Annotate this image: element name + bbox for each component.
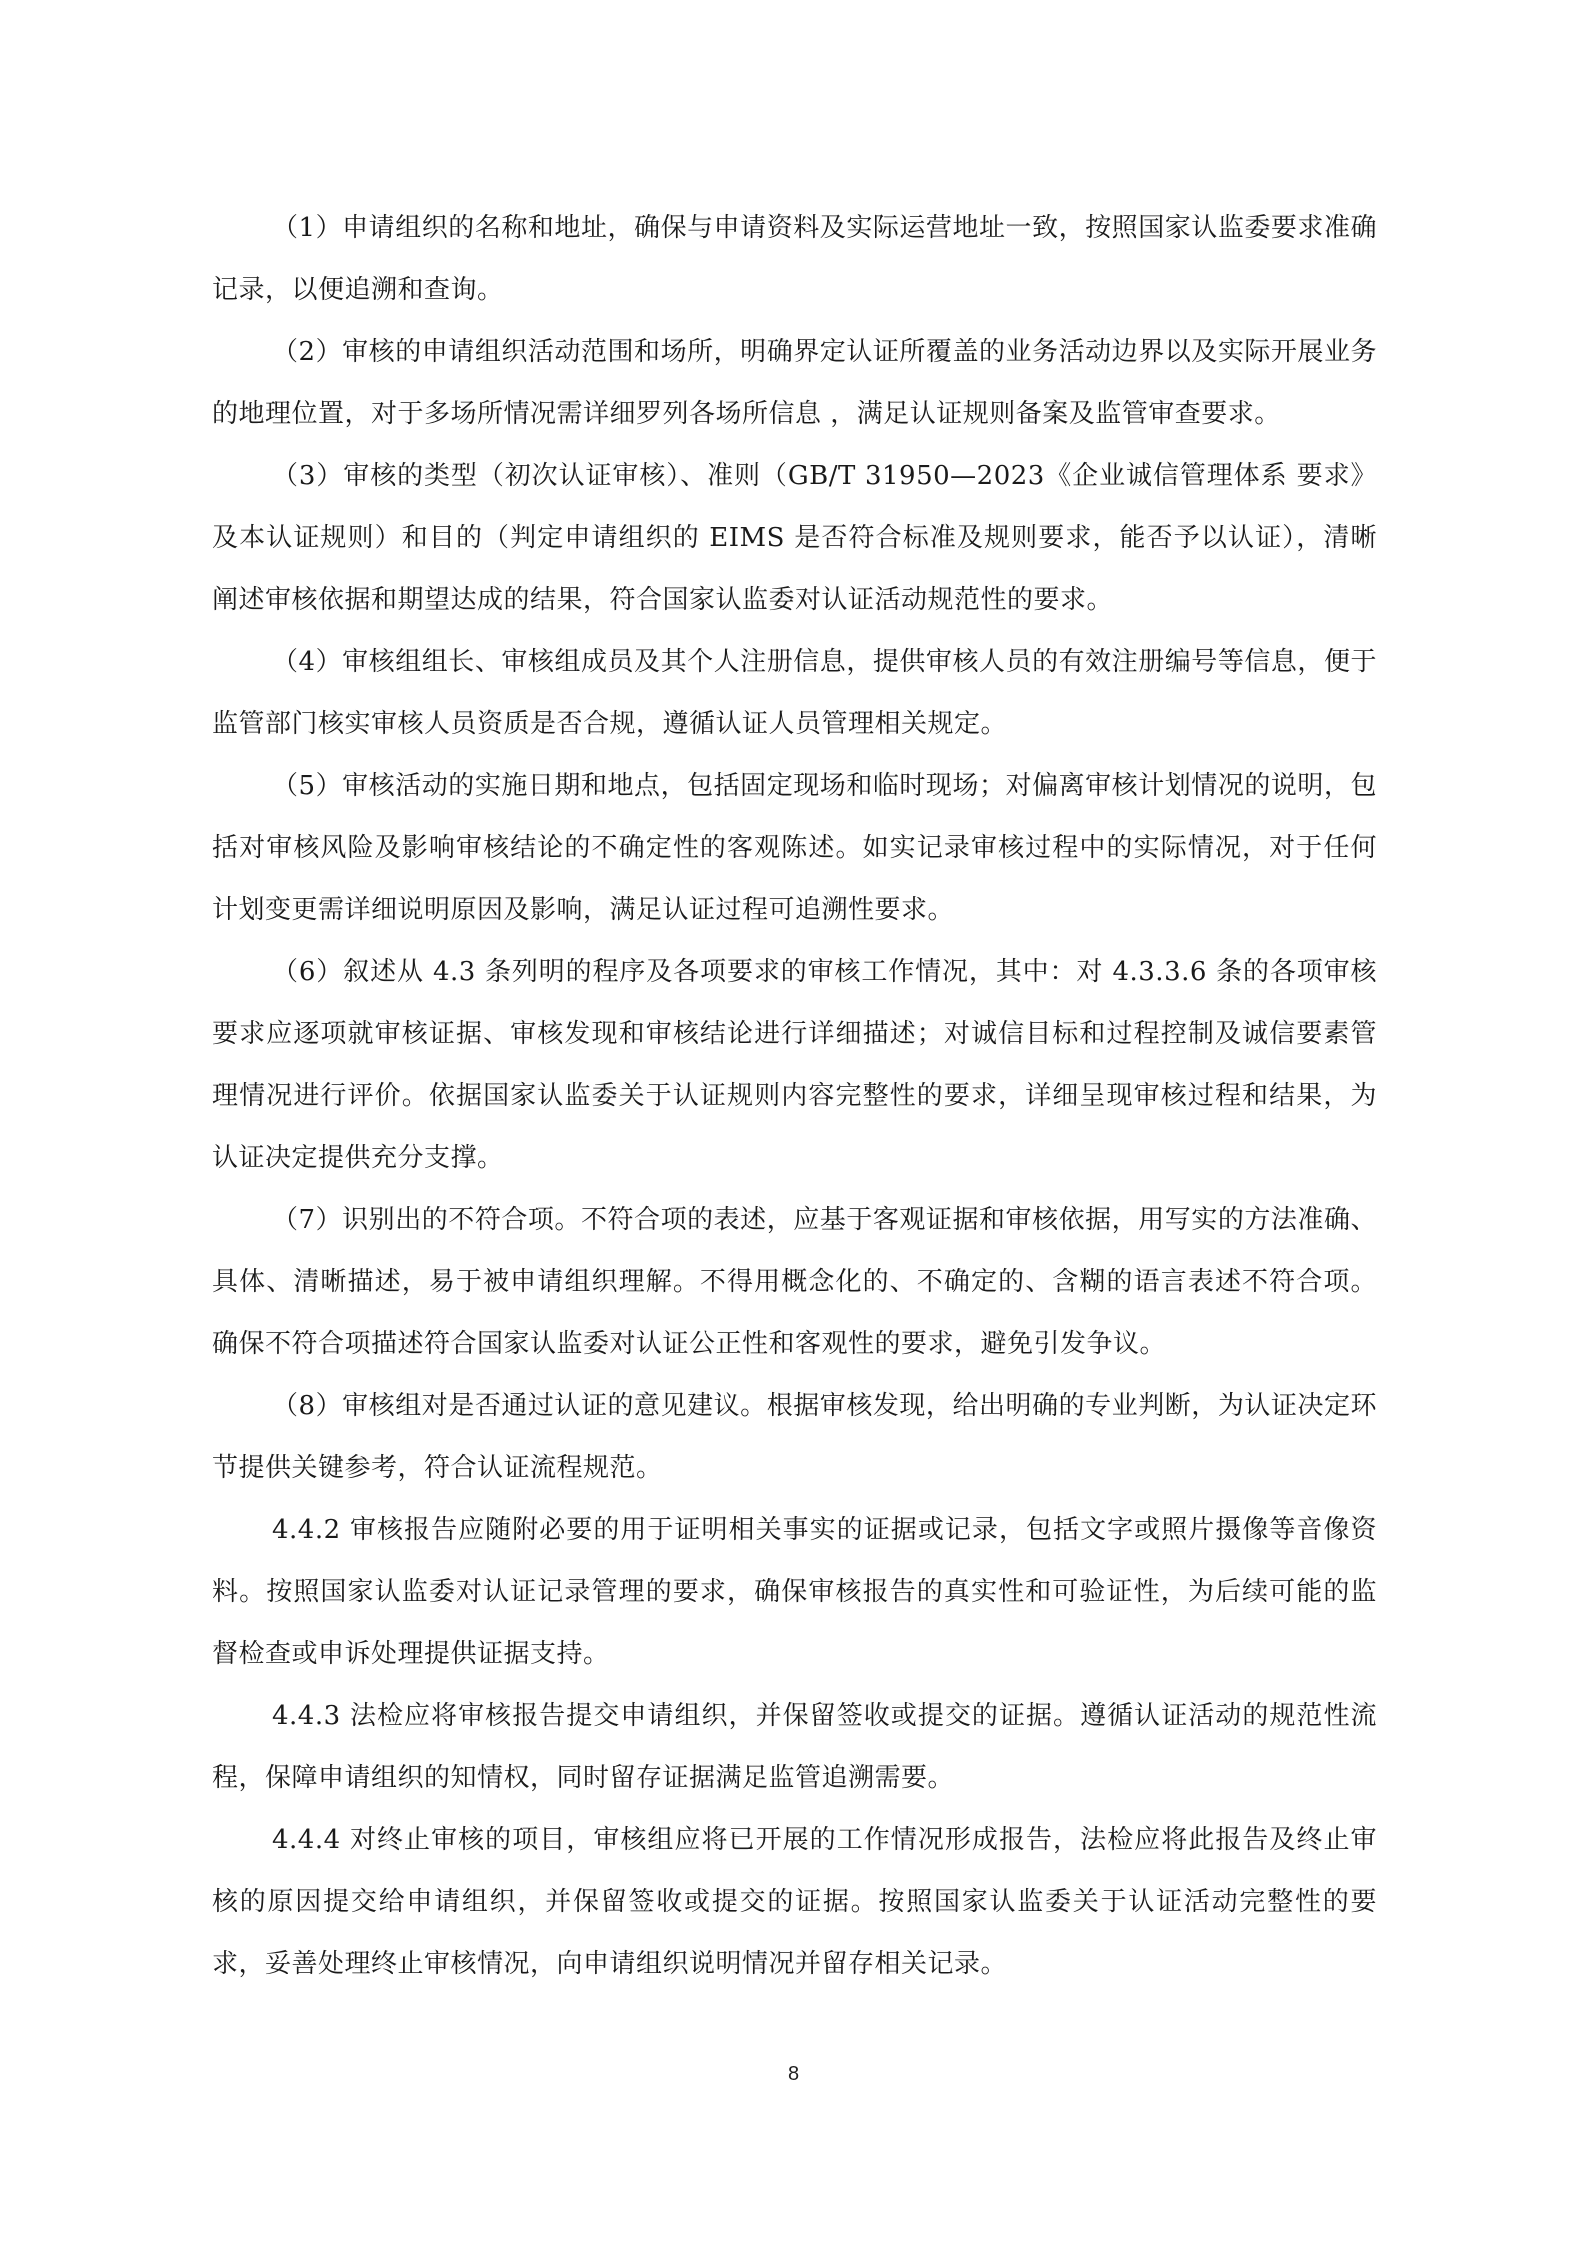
paragraph-1: （1）申请组织的名称和地址，确保与申请资料及实际运营地址一致，按照国家认监委要求准确记录，以便追溯和查询。 bbox=[212, 213, 1377, 305]
paragraph-6: （6）叙述从 4.3 条列明的程序及各项要求的审核工作情况，其中：对 4.3.3.6 条的各项审核要求应逐项就审核证据、审核发现和审核结论进行详细描述；对诚信目标和过程控制及诚信要素管理情况进行评价。依据国家认监委关于认证规则内容完整性的要求，详细呈现审核过程和结果，为认证决定提供充分支撑。 bbox=[212, 957, 1377, 1173]
paragraph-4-4-2: 4.4.2 审核报告应随附必要的用于证明相关事实的证据或记录，包括文字或照片摄像等音像资料。按照国家认监委对认证记录管理的要求，确保审核报告的真实性和可验证性，为后续可能的监督检查或申诉处理提供证据支持。 bbox=[212, 1515, 1377, 1669]
paragraph-2: （2）审核的申请组织活动范围和场所，明确界定认证所覆盖的业务活动边界以及实际开展业务的地理位置，对于多场所情况需详细罗列各场所信息 ，满足认证规则备案及监管审查要求。 bbox=[212, 337, 1377, 429]
paragraph-4-4-4: 4.4.4 对终止审核的项目，审核组应将已开展的工作情况形成报告，法检应将此报告及终止审核的原因提交给申请组织，并保留签收或提交的证据。按照国家认监委关于认证活动完整性的要求，妥善处理终止审核情况，向申请组织说明情况并留存相关记录。 bbox=[212, 1825, 1377, 1979]
paragraph-7: （7）识别出的不符合项。不符合项的表述，应基于客观证据和审核依据，用写实的方法准确、具体、清晰描述，易于被申请组织理解。不得用概念化的、不确定的、含糊的语言表述不符合项。确保不符合项描述符合国家认监委对认证公正性和客观性的要求，避免引发争议。 bbox=[212, 1205, 1377, 1359]
paragraph-5: （5）审核活动的实施日期和地点，包括固定现场和临时现场；对偏离审核计划情况的说明，包括对审核风险及影响审核结论的不确定性的客观陈述。如实记录审核过程中的实际情况，对于任何计划变更需详细说明原因及影响，满足认证过程可追溯性要求。 bbox=[212, 771, 1377, 925]
paragraph-3: （3）审核的类型（初次认证审核）、准则（GB/T 31950—2023《企业诚信管理体系 要求》及本认证规则）和目的（判定申请组织的 EIMS 是否符合标准及规则要求，能否予以认证），清晰阐述审核依据和期望达成的结果，符合国家认监委对认证活动规范性的要求。 bbox=[212, 461, 1377, 615]
paragraph-4-4-3: 4.4.3 法检应将审核报告提交申请组织，并保留签收或提交的证据。遵循认证活动的规范性流程，保障申请组织的知情权，同时留存证据满足监管追溯需要。 bbox=[212, 1701, 1377, 1793]
document-body bbox=[212, 197, 1377, 1995]
paragraph-4: （4）审核组组长、审核组成员及其个人注册信息，提供审核人员的有效注册编号等信息，便于监管部门核实审核人员资质是否合规，遵循认证人员管理相关规定。 bbox=[212, 647, 1377, 739]
paragraph-8: （8）审核组对是否通过认证的意见建议。根据审核发现，给出明确的专业判断，为认证决定环节提供关键参考，符合认证流程规范。 bbox=[212, 1391, 1377, 1483]
page-number: 8 bbox=[787, 2063, 800, 2085]
